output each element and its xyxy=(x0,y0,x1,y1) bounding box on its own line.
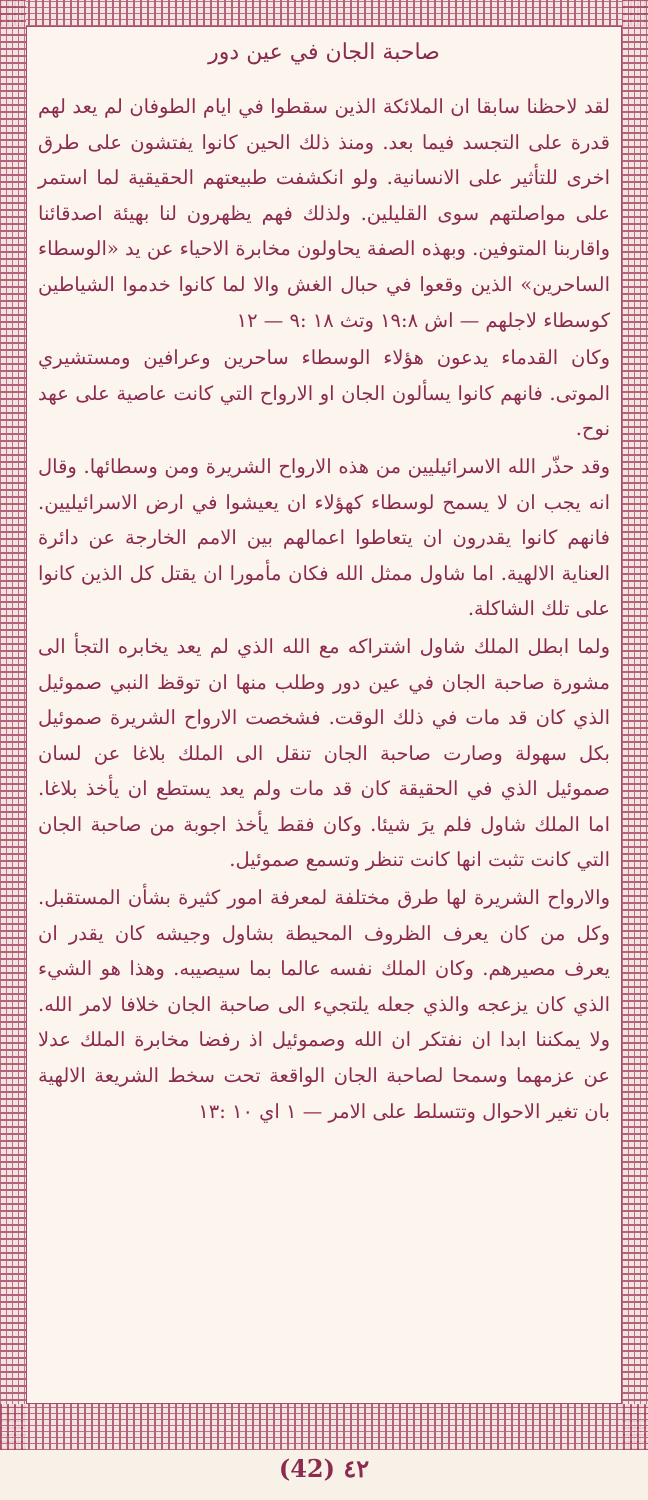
page-content xyxy=(38,30,610,1400)
page-number: (42) ٤٢ xyxy=(278,1454,370,1483)
ornamental-border-right xyxy=(622,0,648,1450)
paragraph-5: والارواح الشريرة لها طرق مختلفة لمعرفة امور كثيرة بشأن المستقبل. وكل من كان يعرف الظروف المحيطة بشاول وجيشه كان يقدر ان يعرف مصيرهم. وكان الملك نفسه عالما بما سيصيبه. وهذا هو الشيء الذي كان يزعجه والذي جعله يلتجيء الى صاحبة الجان خلافا لامر الله. ولا يمكننا ابدا ان نفتكر ان الله وصموئيل اذ رفضا مخابرة الملك عدلا عن عزمهما وسمحا لصاحبة الجان الواقعة تحت سخط الشريعة الالهية بان تغير الاحوال وتتسلط على الامر — ١ اي ١٠ :١٣ xyxy=(38,886,610,1123)
paragraph-4: ولما ابطل الملك شاول اشتراكه مع الله الذي لم يعد يخابره التجأ الى مشورة صاحبة الجان في عين دور وطلب منها ان توقظ النبي صموئيل الذي كان قد مات في ذلك الوقت. فشخصت الارواح الشريرة صموئيل بكل سهولة وصارت صاحبة الجان تنقل الى الملك بلاغا عن لسان صموئيل الذي في الحقيقة كان قد مات ولم يعد يستطع ان يأخذ بلاغا. اما الملك شاول فلم يرَ شيئا. وكان فقط يأخذ اجوبة من صاحبة الجان التي كانت تثبت انها كانت تنظر وتسمع صموئيل. xyxy=(38,634,610,872)
page-title: صاحبة الجان في عين دور xyxy=(208,40,440,65)
paragraph-2: وكان القدماء يدعون هؤلاء الوسطاء ساحرين وعرافين ومستشيري الموتى. فانهم كانوا يسألون الجان او الارواح التي كانت عاصية على عهد نوح. xyxy=(38,346,610,441)
ornamental-border-left xyxy=(0,0,26,1450)
ornamental-border-top xyxy=(0,0,648,26)
ornamental-border-bottom xyxy=(0,1404,648,1450)
paragraph-3: وقد حذّر الله الاسرائيليين من هذه الارواح الشريرة ومن وسطائها. وقال انه يجب ان لا يسمح لوسطاء كهؤلاء ان يعيشوا في ارض الاسرائيليين. فانهم كانوا يقدرون ان يتعاطوا اعمالهم بين الامم الخارجة عن دائرة العناية الالهية. اما شاول ممثل الله فكان مأمورا ان يقتل كل الذين كانوا على تلك الشاكلة. xyxy=(38,454,610,621)
paragraph-1: لقد لاحظنا سابقا ان الملائكة الذين سقطوا في ايام الطوفان لم يعد لهم قدرة على التجسد فيما بعد. ومنذ ذلك الحين كانوا يفتشون على طرق اخرى للتأثير على الانسانية. ولو انكشفت طبيعتهم الحقيقية لما استمر على مواصلتهم سوى القليلين. ولذلك فهم يظهرون لنا بهيئة اصدقائنا واقاربنا المتوفين. وبهذه الصفة يحاولون مخابرة الاحياء عن يد «الوسطاء الساحرين» الذين وقعوا في حبال الغش والا لما كانوا خدموا الشياطين كوسطاء لاجلهم — اش ١٩:٨ وتث ١٨ :٩ — ١٢ xyxy=(38,95,610,332)
